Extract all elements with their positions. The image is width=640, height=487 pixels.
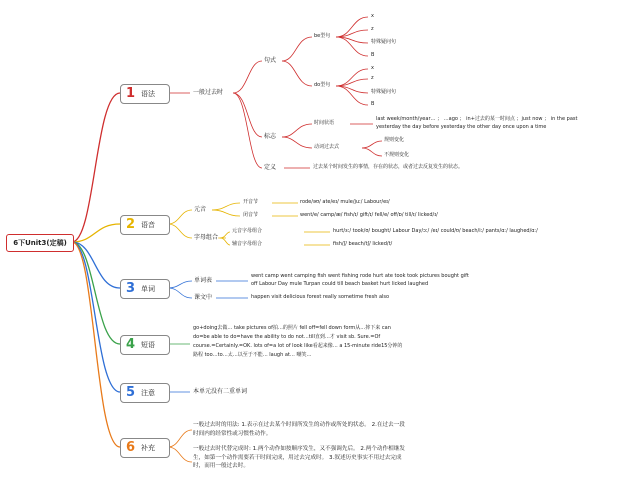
word-list-line: went camp went camping fish went fishing rode hurt ate took took pictures bought gift [251, 273, 469, 279]
time-adverbial-line: yesterday the day before yesterday the other day once upon a time [376, 124, 547, 130]
note-text: 本单元没有二重单词 [193, 388, 248, 395]
time-adverbial-line: last week/month/year… ； …ago ； in+过去的某一时间点 ；just now ； in the past [376, 116, 578, 122]
grammar-topic: 一般过去时 [193, 89, 224, 96]
closed-syllable-words: went/e/ camp/æ/ fish/ɪ/ gift/ɪ/ fell/e/ off/ɒ/ till/ɪ/ licked/ɪ/ [300, 212, 438, 218]
category-phrases [120, 335, 170, 355]
do-sentence-label: do型句 [314, 82, 331, 88]
category-grammar [120, 84, 170, 104]
open-syllable-label: 开音节 [243, 199, 259, 205]
verb-change-item: 不规则变化 [384, 152, 410, 158]
signs-label: 标志 [264, 133, 277, 140]
closed-syllable-label: 闭音节 [243, 212, 259, 218]
vowel-label: 元音 [194, 206, 207, 213]
past-tense-verb-label: 动词过去式 [314, 144, 340, 150]
be-item: z [371, 26, 374, 32]
letter-combo-label: 字母组合 [194, 234, 219, 241]
supplement-paragraph-usage: 一般过去时的用法: 1.表示在过去某个时间所发生的动作或所处的状态。 2.在过去一段时间内的经常性或习惯性动作。 [193, 422, 405, 437]
category-number: 5 [126, 385, 136, 400]
phrase-line: go+doing去做… take pictures of拍…的照片 fell off=fell down form从…摔下来 can [193, 325, 391, 331]
be-item: x [371, 13, 374, 19]
time-adverbial-label: 时间状语 [314, 120, 335, 126]
phrase-line: course.=Certainly.=OK. lots of=a lot of look like看起来像… a 15-minute ride15分钟的 [193, 343, 403, 349]
phrase-line: do=be able to do=have the ability to do not…till直到…才 visit sb. Sure.=Of [193, 334, 381, 340]
category-supplement [120, 438, 170, 458]
category-phonetics [120, 215, 170, 235]
category-label: 单词 [141, 285, 155, 293]
category-label: 语法 [141, 90, 155, 98]
category-words [120, 279, 170, 299]
category-note [120, 383, 170, 403]
category-number: 1 [126, 86, 136, 101]
text-words-line: happen visit delicious forest really sometime fresh also [251, 294, 390, 300]
root-topic: 6下Unit3(定稿) [6, 234, 74, 252]
vowel-combo-words: hurt/ɜː/ took/ʊ/ bought/ Labour Day/ɔː/ /eɪ/ could/ʊ/ beach/iː/ pants/ɑː/ laughed/ɑː/ [333, 228, 538, 234]
category-number: 4 [126, 337, 136, 352]
verb-change-item: 规则变化 [384, 137, 405, 143]
category-number: 6 [126, 440, 136, 455]
do-item: x [371, 65, 374, 71]
do-item: B [371, 101, 375, 107]
open-syllable-words: rode/əʊ/ ate/eɪ/ mule/juː/ Labour/eɪ/ [300, 199, 390, 205]
category-label: 补充 [141, 444, 155, 452]
do-item: 特殊疑问句 [371, 89, 397, 95]
category-number: 2 [126, 217, 136, 232]
supplement-paragraph-replacement: 一般过去时代替完成时: 1.两个动作如按顺序发生，又不强调先后。 2.两个动作相继发生，如第一个动作需要若干时间完成，用过去完成时。 3.叙述历史事实不用过去完成时，而用一般过去时。 [193, 446, 405, 470]
do-item: z [371, 75, 374, 81]
phrase-line: 路程 too…to…太…以至于不能… laugh at… 嘲笑… [193, 352, 312, 358]
category-label: 注意 [141, 389, 155, 397]
be-item: B [371, 52, 375, 58]
consonant-combo-label: 辅音字母组合 [232, 241, 263, 247]
be-item: 特殊疑问句 [371, 39, 397, 45]
category-label: 语音 [141, 221, 155, 229]
word-list-line: off Labour Day mule Turpan could till beach basket hurt licked laughed [251, 281, 429, 287]
word-list-label: 单词表 [194, 277, 213, 284]
definition-label: 定义 [264, 164, 277, 171]
definition-text: 过去某个时间发生的事情，存在的状态，或者过去反复发生的状态。 [313, 164, 464, 170]
vowel-combo-label: 元音字母组合 [232, 228, 263, 234]
category-number: 3 [126, 281, 136, 296]
consonant-combo-words: fish/ʃ/ beach/tʃ/ licked/t/ [333, 241, 393, 247]
category-label: 短语 [141, 341, 155, 349]
text-words-label: 课文中 [194, 294, 213, 301]
form-label: 句式 [264, 57, 277, 64]
be-sentence-label: be型句 [314, 33, 331, 39]
